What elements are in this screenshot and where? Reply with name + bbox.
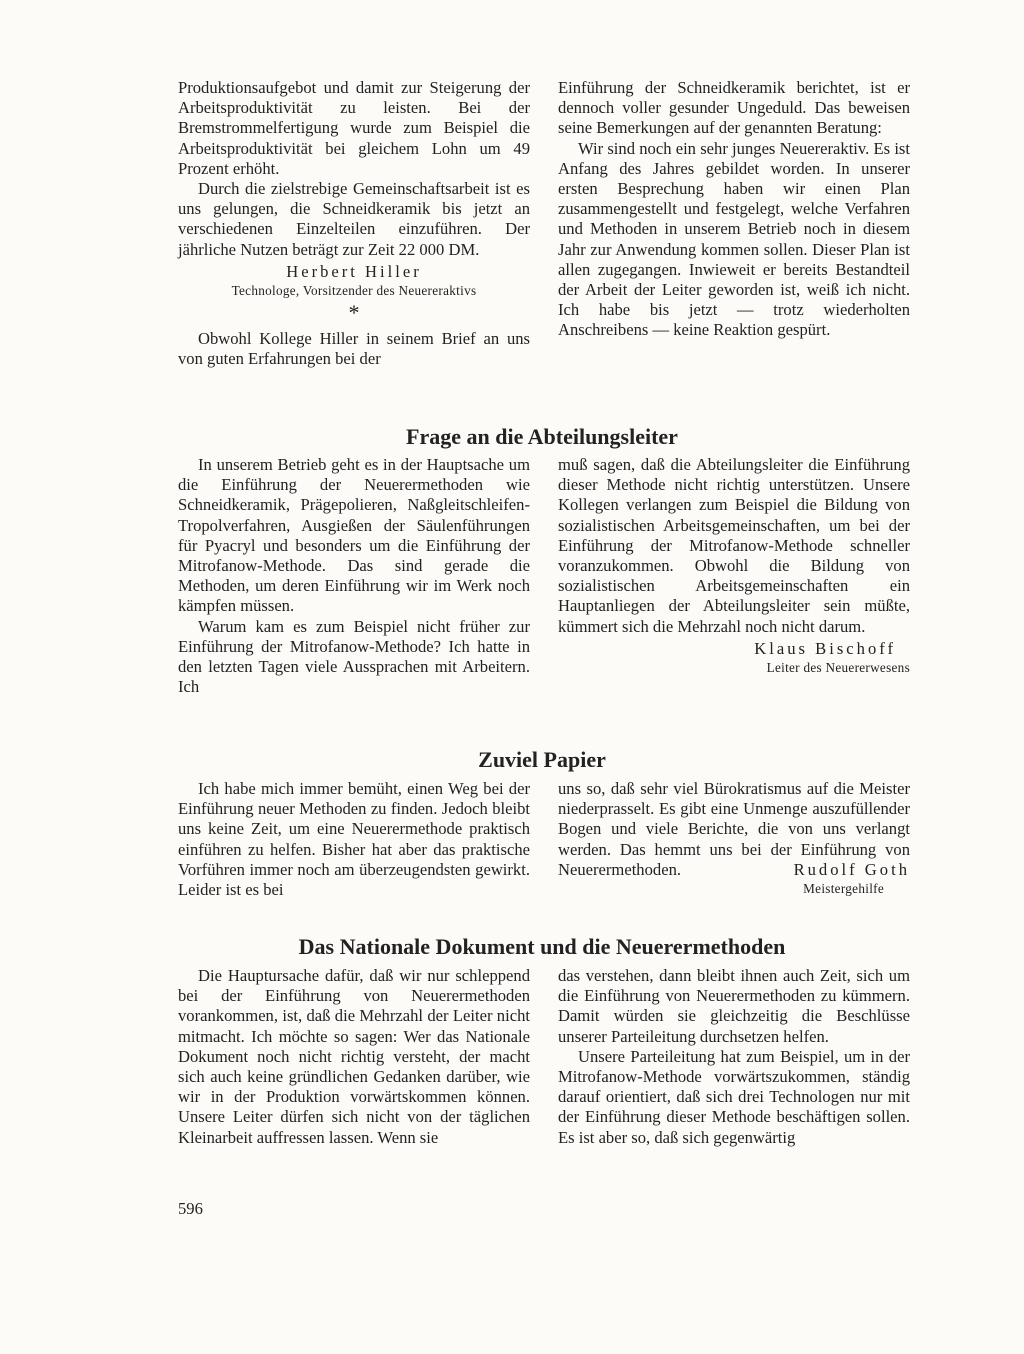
- section2-right-column: [558, 455, 910, 676]
- paragraph: Obwohl Kollege Hiller in seinem Brief an uns von guten Erfahrungen bei der: [178, 329, 530, 369]
- paragraph: Produktionsaufgebot und damit zur Steigerung der Arbeitsproduktivität zu leisten. Bei der Bremstrommelfertigung wurde zum Beispiel die Arbeitsproduktivität bei gleichem Lohn um 49 Prozent erhöht.: [178, 78, 530, 178]
- paragraph: Einführung der Schneidkeramik berichtet, ist er dennoch voller gesunder Ungeduld. Das beweisen seine Bemerkungen auf der genannten Beratung:: [558, 78, 910, 138]
- author-name: Klaus Bischoff: [754, 638, 896, 658]
- paragraph: uns so, daß sehr viel Bürokratismus auf die Meister niederprasselt. Es gibt eine Unmenge auszufüllender Bogen und viele Berichte, die von uns verlangt werden. Das hemmt uns bei der Einführung von Neuerermethoden.: [558, 779, 910, 879]
- section1-left-column: [178, 78, 530, 369]
- section3-right-column: [558, 779, 910, 897]
- paragraph: Ich habe mich immer bemüht, einen Weg bei der Einführung neuer Methoden zu finden. Jedoch bleibt uns keine Zeit, um eine Neuerermethode praktisch einführen zu helfen. Bisher hat aber das praktische Vorführen immer noch am überzeugendsten gewirkt. Leider ist es bei: [178, 779, 530, 900]
- paragraph: Unsere Parteileitung hat zum Beispiel, um in der Mitrofanow-Methode vorwärtszukommen, ständig darauf orientiert, daß sich drei Technologen nur mit der Einführung dieser Methode beschäftigen sollen. Es ist aber so, daß sich gegenwärtig: [558, 1046, 910, 1147]
- paragraph: Warum kam es zum Beispiel nicht früher zur Einführung der Mitrofanow-Methode? Ich hatte in den letzten Tagen viele Aussprachen mit Arbeitern. Ich: [178, 616, 530, 697]
- author-name: Herbert Hiller: [286, 261, 422, 281]
- author-role: Technologe, Vorsitzender des Neuereraktivs: [231, 283, 477, 299]
- paragraph: muß sagen, daß die Abteilungsleiter die Einführung dieser Methode nicht richtig unterstützen. Unsere Kollegen verlangen zum Beispiel die Bildung von sozialistischen Arbeitsgemeinschaften, um bei der Einführung der Mitrofanow-Methode schneller voranzukommen. Obwohl die Bildung von sozialistischen Arbeitsgemeinschaften ein Hauptanliegen der Abteilungsleiter sein müßte, kümmert sich die Mehrzahl noch nicht darum.: [558, 455, 910, 636]
- author-role: Meistergehilfe: [803, 881, 884, 897]
- paragraph: das verstehen, dann bleibt ihnen auch Zeit, sich um die Einführung von Neuerermethoden zu kümmern. Damit würden sie gleichzeitig die Beschlüsse unserer Parteileitung durchsetzen helfen.: [558, 966, 910, 1046]
- section4-left-column: [178, 966, 530, 1148]
- section1-right-column: [558, 78, 910, 341]
- section3-left-column: [178, 779, 530, 900]
- separator-asterisk: *: [348, 300, 360, 326]
- section-heading: Zuviel Papier: [478, 747, 606, 772]
- page-number: 596: [178, 1199, 203, 1218]
- section-heading: Frage an die Abteilungsleiter: [406, 424, 678, 449]
- section2-left-column: [178, 455, 530, 697]
- paragraph: In unserem Betrieb geht es in der Hauptsache um die Einführung der Neuerermethoden wie Schneidkeramik, Prägepolieren, Naßgleitschleifen-Tropolverfahren, Ausgießen der Säulenführungen für Pyacryl und besonders um die Einführung der Mitrofanow-Methode. Das sind gerade die Methoden, um deren Einführung wir im Werk noch kämpfen müssen.: [178, 455, 530, 616]
- author-role: Leiter des Neuererwesens: [766, 660, 910, 676]
- section4-right-column: [558, 966, 910, 1148]
- paragraph: Wir sind noch ein sehr junges Neuereraktiv. Es ist Anfang des Jahres gebildet worden. In unserer ersten Besprechung haben wir einen Plan zusammengestellt und festgelegt, welche Verfahren und Methoden in unserem Betrieb noch in diesem Jahr zur Anwendung kommen sollen. Dieser Plan ist allen zugegangen. Inwieweit er bereits Bestandteil der Arbeit der Leiter geworden ist, weiß ich nicht. Ich habe bis jetzt — trotz wiederholten Anschreibens — keine Reaktion gespürt.: [558, 138, 910, 340]
- paragraph: Die Hauptursache dafür, daß wir nur schleppend bei der Einführung von Neuerermethoden vorankommen, ist, daß die Mehrzahl der Leiter nicht mitmacht. Ich möchte so sagen: Wer das Nationale Dokument noch nicht richtig versteht, der macht sich auch keine gründlichen Gedanken darüber, wie wir in der Produktion vorwärtskommen können. Unsere Leiter dürfen sich nicht von der täglichen Kleinarbeit auffressen lassen. Wenn sie: [178, 966, 530, 1147]
- paragraph: Durch die zielstrebige Gemeinschaftsarbeit ist es uns gelungen, die Schneidkeramik bis jetzt an verschiedenen Einzelteilen einzuführen. Der jährliche Nutzen beträgt zur Zeit 22 000 DM.: [178, 179, 530, 259]
- section-heading: Das Nationale Dokument und die Neuerermethoden: [298, 934, 786, 959]
- author-name: Rudolf Goth: [793, 860, 910, 880]
